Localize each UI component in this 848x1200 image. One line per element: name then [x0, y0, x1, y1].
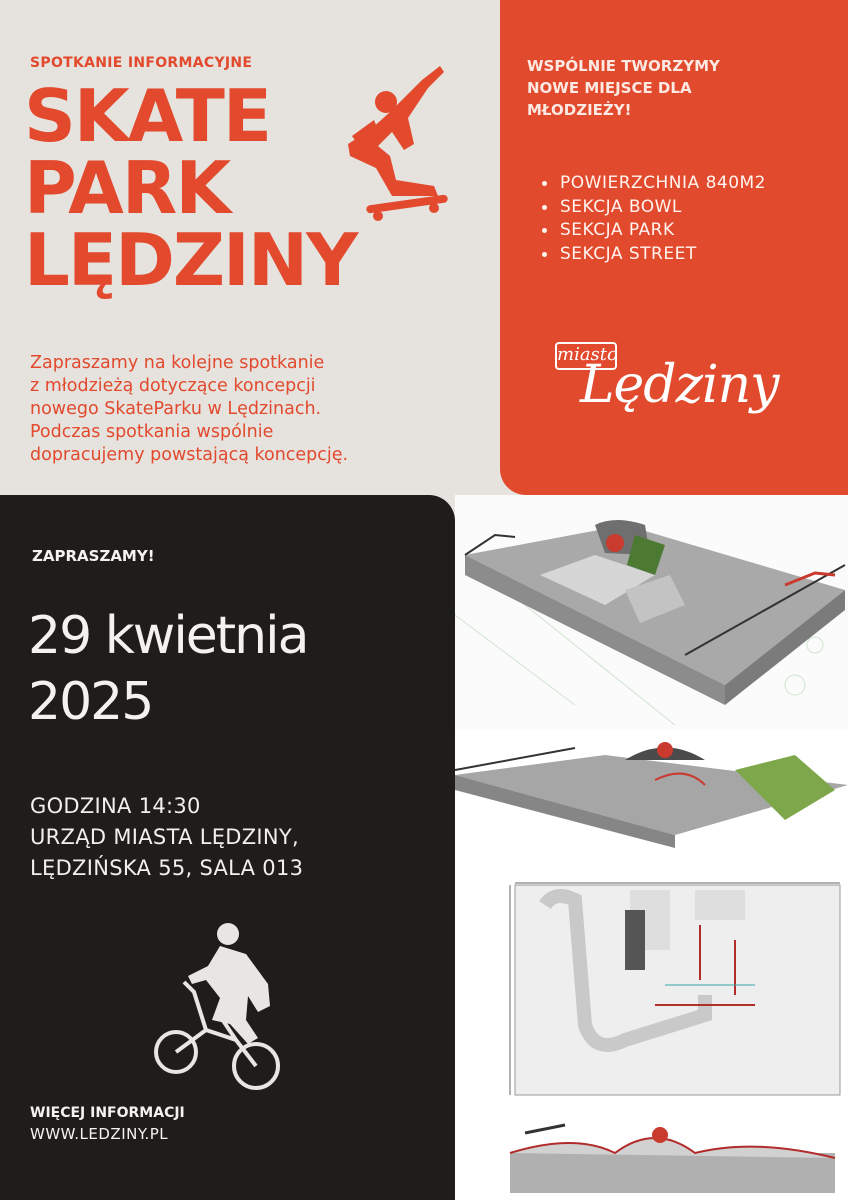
event-panel: [0, 495, 455, 1200]
render-elevation: [455, 1113, 848, 1200]
intro-text: [30, 352, 470, 467]
intro-line: Zapraszamy na kolejne spotkanie: [30, 353, 325, 373]
event-date: [28, 603, 307, 735]
more-info-label: WIĘCEJ INFORMACJI: [30, 1105, 185, 1121]
render-aerial-1: [455, 495, 848, 730]
intro-line: z młodzieżą dotyczące koncepcji: [30, 376, 316, 396]
headline-line: MŁODZIEŻY!: [527, 101, 632, 119]
skater-silhouette-icon: [330, 60, 460, 230]
feature-list: [542, 172, 766, 266]
title-line-1: SKATE: [24, 74, 271, 158]
render-aerial-2: [455, 730, 848, 850]
title-line-2: PARK: [24, 146, 230, 230]
details-line: GODZINA 14:30: [30, 794, 201, 818]
intro-line: dopracujemy powstającą koncepcję.: [30, 445, 349, 465]
details-line: URZĄD MIASTA LĘDZINY,: [30, 825, 300, 849]
event-details: [30, 791, 303, 884]
panel-headline: [527, 55, 720, 121]
date-line: 2025: [28, 672, 153, 732]
bmx-rider-silhouette-icon: [150, 920, 285, 1095]
city-logo-small: miasto: [555, 342, 617, 370]
info-panel: [500, 0, 848, 495]
render-site-plan: [455, 865, 848, 1105]
feature-item: SEKCJA BOWL: [542, 196, 766, 220]
details-line: LĘDZIŃSKA 55, SALA 013: [30, 856, 304, 880]
title-line-3: LĘDZINY: [24, 218, 357, 302]
feature-item: SEKCJA PARK: [542, 219, 766, 243]
feature-item: SEKCJA STREET: [542, 243, 766, 267]
skatepark-renders: [455, 495, 848, 1200]
headline-line: NOWE MIEJSCE DLA: [527, 79, 692, 97]
date-line: 29 kwietnia: [28, 606, 308, 666]
website-link[interactable]: WWW.LEDZINY.PL: [30, 1125, 169, 1143]
city-logo-wordmark: Lędziny: [580, 355, 779, 415]
intro-line: Podczas spotkania wspólnie: [30, 422, 274, 442]
event-eyebrow: SPOTKANIE INFORMACYJNE: [30, 55, 253, 71]
invite-label: ZAPRASZAMY!: [32, 547, 155, 565]
headline-line: WSPÓLNIE TWORZYMY: [527, 57, 720, 75]
intro-line: nowego SkateParku w Lędzinach.: [30, 399, 322, 419]
feature-item: POWIERZCHNIA 840M2: [542, 172, 766, 196]
